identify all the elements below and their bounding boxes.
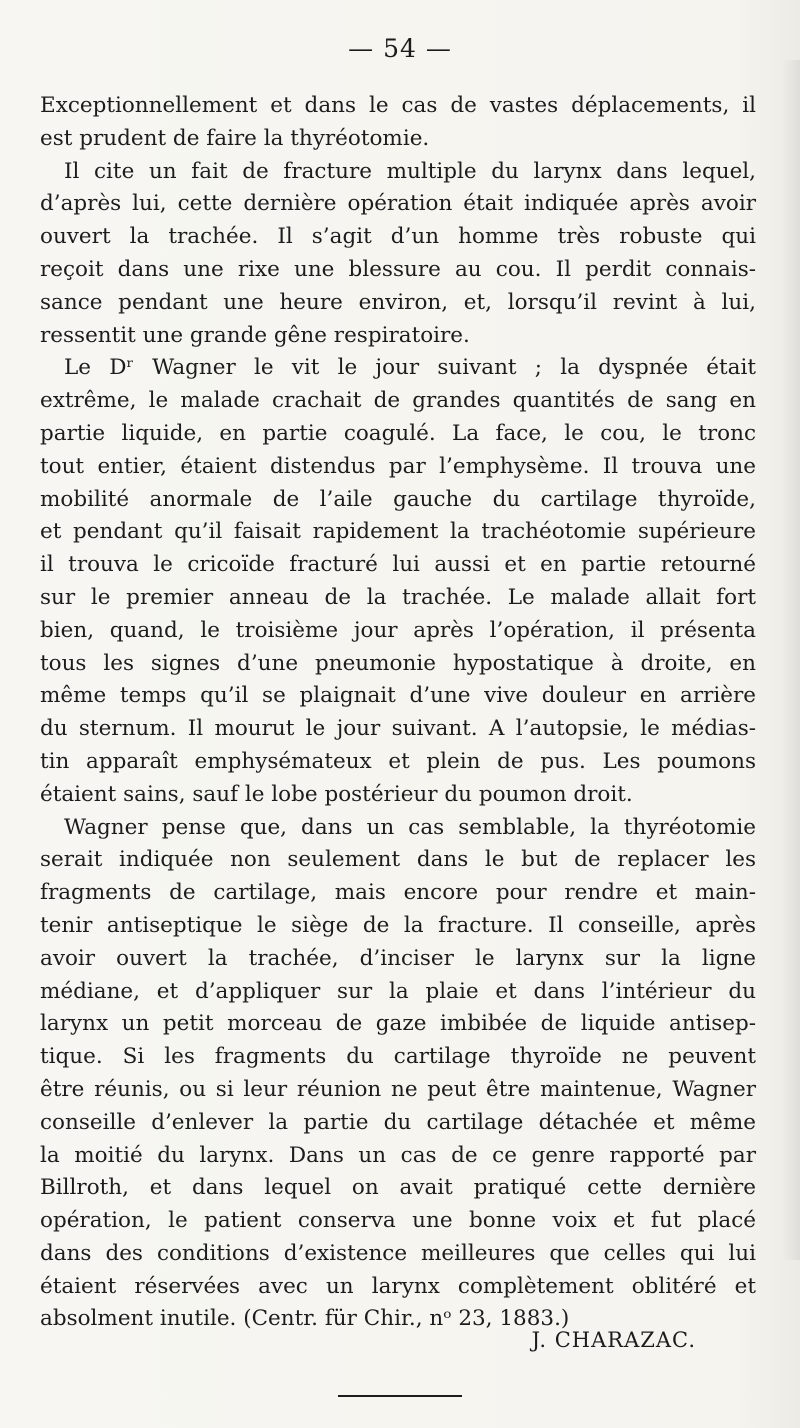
text-line: dans des conditions d’existence meilleures que celles qui lui xyxy=(40,1240,756,1266)
text-line: étaient réservées avec un larynx complètement oblitéré et xyxy=(40,1273,756,1299)
page-edge-shadow xyxy=(782,60,800,1260)
text-line: mobilité anormale de l’aile gauche du cartilage thyroïde, xyxy=(40,486,756,512)
text-line: ressentit une grande gêne respiratoire. xyxy=(40,322,470,348)
text-line: fragments de cartilage, mais encore pour rendre et main- xyxy=(40,880,756,906)
text-line: tenir antiseptique le siège de la fracture. Il conseille, après xyxy=(40,912,756,938)
text-line: étaient sains, sauf le lobe postérieur du poumon droit. xyxy=(40,781,633,807)
text-line: et pendant qu’il faisait rapidement la trachéotomie supérieure xyxy=(40,519,756,545)
text-line: extrême, le malade crachait de grandes quantités de sang en xyxy=(40,388,756,414)
text-line: du sternum. Il mourut le jour suivant. A l’autopsie, le médias- xyxy=(40,716,756,742)
text-line: reçoit dans une rixe une blessure au cou. Il perdit connais- xyxy=(40,256,756,282)
author-signature: J. CHARAZAC. xyxy=(531,1328,696,1352)
page-number: — 54 — xyxy=(348,34,452,63)
text-line: serait indiquée non seulement dans le but de replacer les xyxy=(40,847,756,873)
text-line: opération, le patient conserva une bonne voix et fut placé xyxy=(40,1208,756,1234)
text-line: Le Dʳ Wagner le vit le jour suivant ; la dyspnée était xyxy=(64,355,756,381)
text-line: bien, quand, le troisième jour après l’opération, il présenta xyxy=(40,617,756,643)
text-line: Il cite un fait de fracture multiple du larynx dans lequel, xyxy=(64,158,756,184)
text-line: ouvert la trachée. Il s’agit d’un homme très robuste qui xyxy=(40,224,756,250)
text-line: tin apparaît emphysémateux et plein de pus. Les poumons xyxy=(40,748,756,774)
text-line: tous les signes d’une pneumonie hypostatique à droite, en xyxy=(40,650,756,676)
text-line: d’après lui, cette dernière opération était indiquée après avoir xyxy=(40,191,756,217)
text-line: médiane, et d’appliquer sur la plaie et dans l’intérieur du xyxy=(40,978,756,1004)
text-line: larynx un petit morceau de gaze imbibée de liquide antisep- xyxy=(40,1011,756,1037)
text-line: conseille d’enlever la partie du cartilage détachée et même xyxy=(40,1109,756,1135)
text-line: avoir ouvert la trachée, d’inciser le larynx sur la ligne xyxy=(40,945,756,971)
text-line: il trouva le cricoïde fracturé lui aussi et en partie retourné xyxy=(40,552,756,578)
text-line: être réunis, ou si leur réunion ne peut être maintenue, Wagner xyxy=(40,1076,756,1102)
text-line: partie liquide, en partie coagulé. La face, le cou, le tronc xyxy=(40,420,756,446)
text-line: sur le premier anneau de la trachée. Le malade allait fort xyxy=(40,584,756,610)
text-line: Exceptionnellement et dans le cas de vastes déplacements, il xyxy=(40,93,756,118)
text-line: la moitié du larynx. Dans un cas de ce genre rapporté par xyxy=(40,1142,756,1168)
closing-rule xyxy=(338,1395,462,1397)
text-line: tout entier, étaient distendus par l’emphysème. Il trouva une xyxy=(40,453,756,479)
text-line: absolment inutile. (Centr. für Chir., nᵒ 23, 1883.) xyxy=(40,1306,570,1332)
text-line: est prudent de faire la thyréotomie. xyxy=(40,125,430,151)
text-line: même temps qu’il se plaignait d’une vive douleur en arrière xyxy=(40,683,756,709)
text-line: tique. Si les fragments du cartilage thyroïde ne peuvent xyxy=(40,1044,756,1070)
body-text xyxy=(40,90,756,1336)
text-line: Wagner pense que, dans un cas semblable, la thyréotomie xyxy=(64,814,756,840)
text-line: Billroth, et dans lequel on avait pratiqué cette dernière xyxy=(40,1175,756,1201)
text-line: sance pendant une heure environ, et, lorsqu’il revint à lui, xyxy=(40,289,756,315)
